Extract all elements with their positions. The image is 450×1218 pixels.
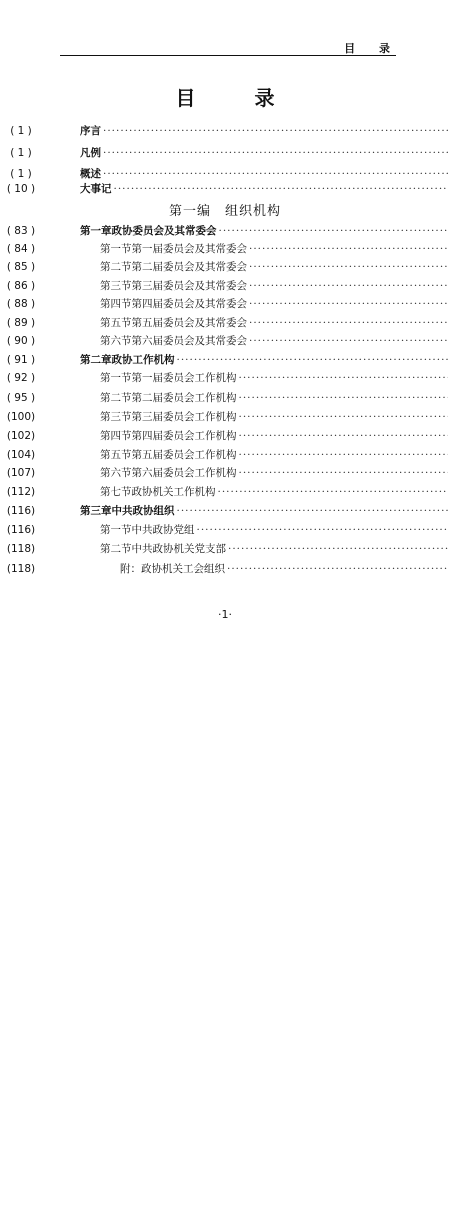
appendix-title: 附：政协机关工会组织 <box>120 563 225 575</box>
subsection-title: 第四届委员会及其常委会 <box>131 298 247 310</box>
toc-subsection[interactable] <box>0 241 450 257</box>
subsection-title: 第一届委员会工作机构 <box>131 372 237 384</box>
dot-leader <box>103 166 448 182</box>
toc-entry-page: ( 1 ) <box>10 168 32 180</box>
toc-appendix[interactable] <box>0 561 450 577</box>
toc-subsection[interactable] <box>0 296 450 312</box>
toc-subsection[interactable] <box>0 409 450 425</box>
toc-entry-conventions[interactable] <box>0 145 450 161</box>
chapter-title: 政协委员会及其常委会 <box>111 225 217 237</box>
subsection-title: 第二届委员会工作机构 <box>131 392 237 404</box>
dot-leader <box>177 352 449 368</box>
subsection-number: 第二节 <box>100 261 132 273</box>
toc-entry-page: ( 88 ) <box>6 298 36 310</box>
subsection-number: 第二节 <box>100 543 132 555</box>
subsection-number: 第三节 <box>100 280 132 292</box>
dot-leader <box>103 145 448 161</box>
page-title: 目 录 <box>175 86 301 110</box>
toc-entry-overview[interactable] <box>0 166 450 182</box>
dot-leader <box>249 278 448 294</box>
toc-entry-page: (116) <box>6 505 36 517</box>
dot-leader <box>239 370 449 386</box>
dot-leader <box>249 241 448 257</box>
toc-entry-page: ( 86 ) <box>6 280 36 292</box>
subsection-number: 第一节 <box>100 243 132 255</box>
dot-leader <box>239 390 449 406</box>
toc-subsection[interactable] <box>0 428 450 444</box>
page-number: ·1· <box>218 608 232 621</box>
toc-chapter-1[interactable] <box>0 223 450 239</box>
toc-entry-page: ( 90 ) <box>6 335 36 347</box>
toc-entry-page: ( 89 ) <box>6 317 36 329</box>
toc-entry-page: ( 1 ) <box>10 125 32 137</box>
toc-entry-page: (116) <box>6 524 36 536</box>
running-header: 目 录 <box>344 42 400 55</box>
section-name: 组织机构 <box>225 204 282 219</box>
subsection-title: 中共政协机关党支部 <box>131 543 226 555</box>
subsection-title: 第六届委员会工作机构 <box>131 467 237 479</box>
toc-subsection[interactable] <box>0 465 450 481</box>
subsection-title: 第五届委员会工作机构 <box>131 449 237 461</box>
dot-leader <box>239 447 449 463</box>
subsection-title: 第二届委员会及其常委会 <box>131 261 247 273</box>
chapter-title: 中共政协组织 <box>111 505 175 517</box>
toc-subsection[interactable] <box>0 370 450 386</box>
subsection-number: 第六节 <box>100 335 132 347</box>
subsection-number: 第五节 <box>100 317 132 329</box>
section-number: 第一编 <box>168 204 211 219</box>
dot-leader <box>249 333 448 349</box>
dot-leader <box>218 484 449 500</box>
section-heading <box>0 200 450 219</box>
toc-entry-page: ( 91 ) <box>6 354 36 366</box>
chapter-number: 第二章 <box>80 354 112 366</box>
toc-entry-page: (102) <box>6 430 36 442</box>
subsection-title: 第三届委员会及其常委会 <box>131 280 247 292</box>
toc-subsection[interactable] <box>0 333 450 349</box>
toc-chapter-3[interactable] <box>0 503 450 519</box>
toc-subsection[interactable] <box>0 390 450 406</box>
toc-subsection[interactable] <box>0 447 450 463</box>
chapter-number: 第三章 <box>80 505 112 517</box>
subsection-number: 第七节 <box>100 486 132 498</box>
subsection-title: 第三届委员会工作机构 <box>131 411 237 423</box>
toc-entry-page: ( 92 ) <box>6 372 36 384</box>
subsection-number: 第四节 <box>100 430 132 442</box>
dot-leader <box>219 223 449 239</box>
toc-entry-chronicle[interactable] <box>0 181 450 197</box>
toc-entry-page: ( 1 ) <box>10 147 32 159</box>
toc-entry-page: (118) <box>6 563 36 575</box>
toc-subsection[interactable] <box>0 541 450 557</box>
chapter-title: 政协工作机构 <box>111 354 175 366</box>
dot-leader <box>239 409 449 425</box>
subsection-number: 第一节 <box>100 524 132 536</box>
subsection-number: 第一节 <box>100 372 132 384</box>
dot-leader <box>239 428 449 444</box>
chapter-number: 第一章 <box>80 225 112 237</box>
toc-entry-page: (107) <box>6 467 36 479</box>
toc-entry-label: 大事记 <box>80 183 112 195</box>
toc-entry-label: 序言 <box>80 125 101 137</box>
dot-leader <box>227 561 448 577</box>
dot-leader <box>177 503 449 519</box>
toc-entry-page: ( 84 ) <box>6 243 36 255</box>
toc-entry-page: ( 10 ) <box>6 183 36 195</box>
header-rule <box>60 55 396 56</box>
dot-leader <box>249 259 448 275</box>
toc-entry-page: ( 83 ) <box>6 225 36 237</box>
toc-entry-label: 概述 <box>80 168 101 180</box>
toc-entry-page: (104) <box>6 449 36 461</box>
toc-subsection[interactable] <box>0 315 450 331</box>
toc-subsection[interactable] <box>0 484 450 500</box>
subsection-title: 第五届委员会及其常委会 <box>131 317 247 329</box>
dot-leader <box>249 315 448 331</box>
dot-leader <box>249 296 448 312</box>
dot-leader <box>239 465 449 481</box>
subsection-number: 第四节 <box>100 298 132 310</box>
toc-chapter-2[interactable] <box>0 352 450 368</box>
toc-entry-page: ( 95 ) <box>6 392 36 404</box>
dot-leader <box>197 522 449 538</box>
toc-entry-page: (100) <box>6 411 36 423</box>
dot-leader <box>103 123 448 139</box>
subsection-title: 政协机关工作机构 <box>131 486 216 498</box>
subsection-title: 第六届委员会及其常委会 <box>131 335 247 347</box>
toc-subsection[interactable] <box>0 278 450 294</box>
toc-entry-page: (112) <box>6 486 36 498</box>
subsection-title: 第一届委员会及其常委会 <box>131 243 247 255</box>
subsection-number: 第二节 <box>100 392 132 404</box>
toc-subsection[interactable] <box>0 522 450 538</box>
subsection-number: 第五节 <box>100 449 132 461</box>
subsection-number: 第六节 <box>100 467 132 479</box>
toc-entry-page: (118) <box>6 543 36 555</box>
dot-leader <box>114 181 449 197</box>
toc-entry-page: ( 85 ) <box>6 261 36 273</box>
dot-leader <box>228 541 448 557</box>
toc-entry-preface[interactable] <box>0 123 450 139</box>
toc-entry-label: 凡例 <box>80 147 101 159</box>
subsection-title: 中共政协党组 <box>131 524 195 536</box>
toc-subsection[interactable] <box>0 259 450 275</box>
subsection-title: 第四届委员会工作机构 <box>131 430 237 442</box>
subsection-number: 第三节 <box>100 411 132 423</box>
